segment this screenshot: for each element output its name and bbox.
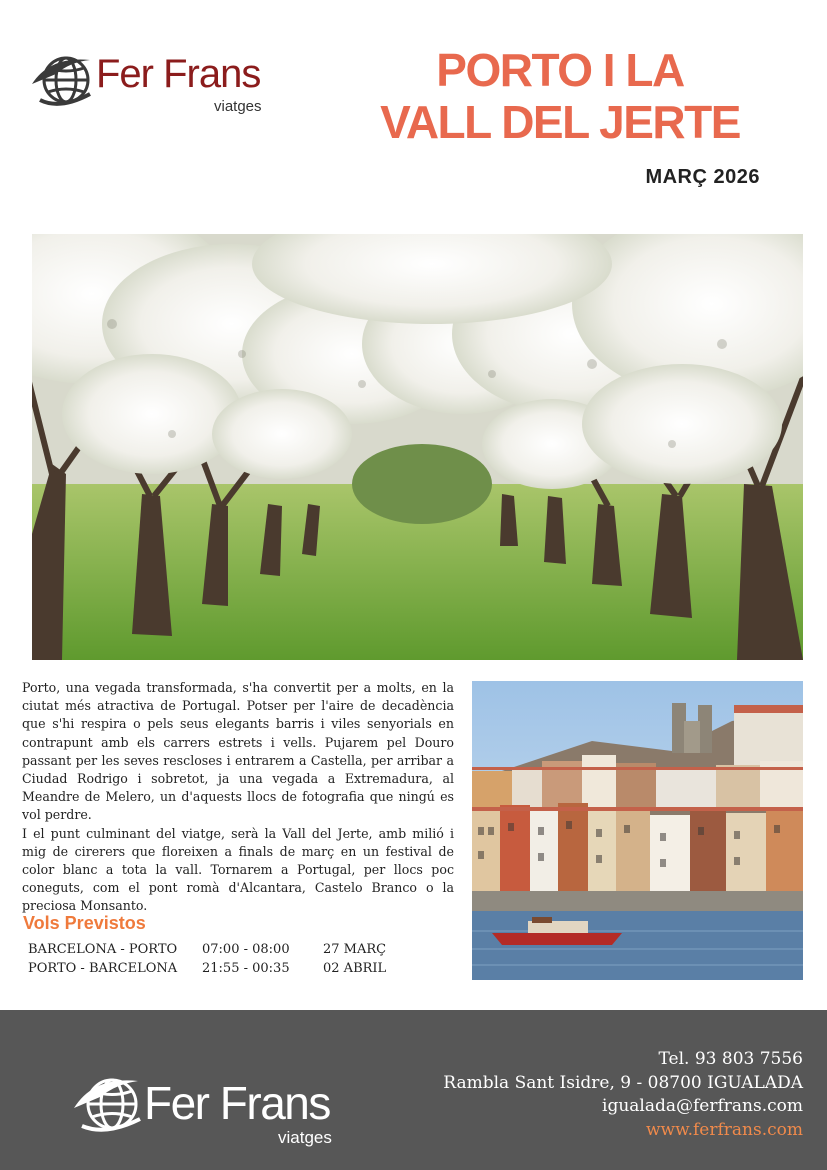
description-paragraph-1: Porto, una vegada transformada, s'ha convertit per a molts, en la ciutat més atractiva de Portugal. Potser per l'aire de decadència que s'hi respira o pels seus elegants barris i viles senyorials en contrapunt amb els carrers estrets i vells. Pujarem pel Douro passant per les seves rescloses i entrarem a Castella, per arribar a Ciudad Rodrigo i sobretot, ja una vegada a Extremadura, al Meandre de Melero, un d'aquests llocs de fotografia que ningú es vol perdre. [22,680,454,823]
flight-time: 07:00 - 08:00 [202,942,290,957]
globe-icon [72,1070,148,1136]
footer-brand-name: Fer Frans [144,1077,330,1129]
flight-row [28,959,448,978]
contact-address: Rambla Sant Isidre, 9 - 08700 IGUALADA [443,1072,803,1093]
brand-logo [30,50,290,116]
page-title [340,44,780,148]
footer-brand-tagline: viatges [278,1128,332,1147]
title-line-1: PORTO I LA [436,44,684,96]
trip-description [22,679,454,916]
flight-date: 02 ABRIL [323,961,387,976]
footer-logo [72,1070,362,1160]
flight-time: 21:55 - 00:35 [202,961,290,976]
contact-phone: Tel. 93 803 7556 [658,1049,803,1069]
porto-riverside-photo [472,681,803,980]
brand-tagline: viatges [214,98,262,115]
flight-route: BARCELONA - PORTO [28,942,178,957]
title-line-2: VALL DEL JERTE [380,96,740,148]
contact-info [443,1048,803,1142]
trip-date: MARÇ 2026 [645,166,760,188]
flight-date: 27 MARÇ [323,942,387,957]
brand-name: Fer Frans [96,52,261,96]
flight-row [28,940,448,959]
flights-table [28,940,448,978]
footer [0,1010,827,1170]
globe-icon [30,50,98,110]
cherry-orchard-photo [32,234,803,660]
contact-website-link[interactable]: www.ferfrans.com [645,1119,803,1140]
contact-email[interactable]: igualada@ferfrans.com [602,1096,803,1116]
description-paragraph-2: I el punt culminant del viatge, serà la Vall del Jerte, amb milió i mig de cirerers que floreixen a finals de març en un festival de color blanc a tota la vall. Tornarem a Portugal, per llocs poc coneguts, com el pont romà d'Alcantara, Castelo Branco o la preciosa Monsanto. [22,825,454,914]
flight-route: PORTO - BARCELONA [28,961,178,976]
flights-heading: Vols Previstos [23,913,146,933]
